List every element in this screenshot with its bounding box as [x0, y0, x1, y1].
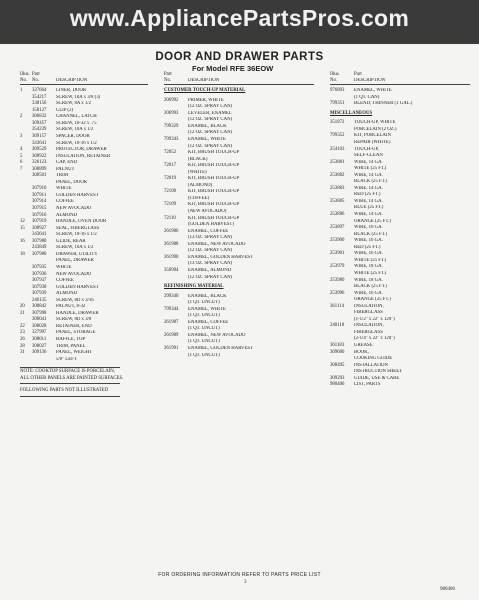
part-number: 307935 — [32, 264, 47, 270]
part-description: REPAIR (WHITE) — [354, 140, 391, 146]
part-number: 72019 — [164, 176, 176, 182]
part-number: 306832 — [32, 114, 47, 120]
part-number: 309529 — [32, 147, 47, 153]
part-description: TOUCH-UP, — [354, 146, 379, 152]
parts-column-3 — [330, 72, 470, 389]
part-number: 206993 — [164, 110, 179, 116]
part-number: 354217 — [32, 94, 47, 100]
part-description: DRAWER, UTILITY — [56, 251, 98, 257]
part-description: WIRE, 16 GA. — [354, 251, 383, 257]
part-description: BAFFLE, TOP — [56, 336, 86, 342]
part-number: 72109 — [164, 202, 176, 208]
part-description: ALMOND — [56, 291, 78, 297]
part-description: FIBERGLASS — [354, 310, 383, 316]
part-description: KIT, BRUSH TOUCH-UP — [188, 215, 240, 221]
part-description: LEVELER, ENAMEL — [188, 110, 232, 116]
part-number: 799351 — [330, 101, 345, 107]
illus-number: 7 — [20, 166, 23, 172]
part-description: 5/8" LEFT — [56, 356, 77, 362]
part-description: ENAMEL, GOLDEN HARVEST — [188, 345, 254, 351]
part-description: HANDLE, OVEN DOOR — [56, 219, 107, 225]
column-header: Illus. Part No. No. DESCRIPTION — [20, 72, 148, 85]
part-description: COFFEE — [56, 199, 74, 205]
watermark-banner — [0, 0, 479, 44]
part-description: (12 OZ. SPRAY CAN) — [188, 274, 233, 280]
illus-number — [20, 357, 32, 364]
part-number: 261986 — [164, 228, 179, 234]
part-description: BLACK (25 FT.) — [354, 284, 388, 290]
part-description: PANEL, DOOR — [56, 179, 88, 185]
part-description: CHANNEL, LATCH — [56, 114, 97, 120]
part-number: 326123 — [32, 160, 47, 166]
part-description: NEW AVOCADO — [56, 271, 92, 277]
part-description: (1 QT. UNCUT) — [188, 352, 220, 358]
part-row — [330, 101, 470, 108]
part-description: ENAMEL, ALMOND — [188, 267, 232, 273]
section-heading: MISCELLANEOUS — [330, 110, 373, 116]
illus-number: 18 — [20, 251, 25, 257]
part-description: ENAMEL, NEW AVOCADO — [188, 332, 246, 338]
part-description: BOOK, — [354, 349, 369, 355]
parts-column-2 — [164, 72, 314, 359]
part-description: SELF-CLEAN — [354, 153, 383, 159]
part-description: SCREW, 10-16 x 1/2 — [56, 140, 97, 146]
part-number: 307939 — [32, 291, 47, 297]
part-description: INSULATION, RETAINER — [56, 153, 111, 159]
part-number: 307998 — [32, 310, 47, 316]
part-number: 253885 — [330, 198, 345, 204]
section-heading: CUSTOMER TOUCH-UP MATERIAL — [164, 88, 246, 94]
part-number: 308927 — [32, 225, 47, 231]
part-description: GLIDE, REAR — [56, 238, 86, 244]
illus-number: 12 — [20, 219, 25, 225]
part-description: LIST, PARTS — [354, 382, 381, 388]
part-description: INSTALLATION — [354, 362, 388, 368]
part-number: 299340 — [164, 293, 179, 299]
part-number: 253881 — [330, 159, 345, 165]
illus-number: 1 — [20, 88, 23, 94]
illus-number: 22 — [20, 323, 25, 329]
part-description: WHITE — [56, 264, 72, 270]
part-description: PRIMER, WHITE — [188, 97, 224, 103]
column-header: Illus. Part No. DESCRIPTION — [330, 72, 470, 85]
part-description: (12 OZ. SPRAY CAN) — [188, 104, 233, 110]
part-description: ALMOND — [56, 212, 78, 218]
part-description: RED (25 FT.) — [354, 192, 381, 198]
part-number: 308495 — [330, 362, 345, 368]
part-description: PANEL, WEIGHT — [56, 350, 93, 356]
part-description: NEW AVOCADO — [56, 206, 92, 212]
part-number: 799352 — [330, 133, 345, 139]
watermark-text: www.AppliancePartsPros.com — [69, 5, 410, 31]
part-description: PANEL, STORAGE — [56, 330, 96, 336]
part-description: WIRE, 16 GA. — [354, 225, 383, 231]
part-description: COFFEE — [56, 278, 74, 284]
part-number: 307914 — [32, 199, 47, 205]
part-description: PALNUT, 8-32 — [56, 304, 86, 310]
part-number: 361183 — [330, 342, 345, 348]
part-row — [164, 353, 314, 360]
part-description: BLACK (25 FT.) — [354, 231, 388, 237]
part-description: INSULATION, — [354, 303, 384, 309]
part-number: 254103 — [330, 146, 345, 152]
part-number: 253901 — [330, 251, 345, 257]
part-description: ORANGE (25 FT.) — [354, 218, 391, 224]
illus-number: 16 — [20, 238, 25, 244]
part-number: 158127 — [32, 107, 47, 113]
part-number: 308842 — [32, 304, 47, 310]
part-number: 307980 — [32, 238, 47, 244]
part-description: (12 OZ. SPRAY CAN) — [188, 143, 233, 149]
part-number: 308041 — [32, 317, 47, 323]
part-description: (1-1/2" x 22" x 120") — [354, 316, 395, 322]
part-description: WIRE, 14 GA. — [354, 159, 383, 165]
part-description: (1 QT. UNCUT) — [188, 300, 220, 306]
part-number: 309600 — [330, 349, 345, 355]
part-description: (1 QT. UNCUT) — [188, 313, 220, 319]
part-number — [164, 275, 188, 282]
part-number: 976893 — [330, 88, 345, 94]
part-number — [164, 353, 188, 360]
part-number: 253980 — [330, 277, 345, 283]
part-number: 72017 — [164, 163, 176, 169]
part-number: 338156 — [32, 101, 47, 107]
part-number: 309457 — [32, 120, 47, 126]
part-number: 253896 — [330, 212, 345, 218]
part-number: 307980 — [32, 251, 47, 257]
part-number: 243849 — [32, 245, 47, 251]
part-description: (1 QT. UNCUT) — [188, 339, 220, 345]
part-description: WIRE, 14 GA. — [354, 185, 383, 191]
part-number — [32, 357, 56, 364]
column-header: Part No. DESCRIPTION — [164, 72, 314, 85]
part-number: 327664 — [32, 88, 47, 94]
part-number: 351872 — [330, 120, 345, 126]
part-description: SCREW, 10-16 x 1/2 — [56, 232, 97, 238]
part-description: TRIM, PANEL — [56, 343, 86, 349]
illus-number: 6 — [20, 160, 23, 166]
part-description: WHITE (25 FT.) — [354, 257, 387, 263]
part-description: WIRE, 16 GA. — [354, 238, 383, 244]
part-number: 261991 — [164, 345, 179, 351]
page-subtitle: For Model RFE 36EOW — [192, 64, 274, 73]
note-line-2: ALL OTHER PANELS ARE PAINTED SURFACES. — [20, 375, 124, 381]
part-description: (12 OZ. SPRAY CAN) — [188, 130, 233, 136]
part-number: 307936 — [32, 271, 47, 277]
part-description: KIT, BRUSH TOUCH-UP — [188, 176, 240, 182]
divider — [20, 383, 120, 384]
part-description: WHITE — [56, 186, 72, 192]
part-description: SCREW, 10-32 x .75 — [56, 120, 97, 126]
part-description: WIRE, 14 GA. — [354, 212, 383, 218]
part-description: ENAMEL, NEW AVOCADO — [188, 241, 246, 247]
part-description: SCREW, 10A x 1/2 — [56, 127, 94, 133]
part-number: 307910 — [32, 186, 47, 192]
part-description: (2-1/4" x 22" x 120") — [354, 336, 395, 342]
part-number: 343641 — [32, 232, 47, 238]
not-illustrated-note: FOLLOWING PARTS NOT ILLUSTRATED — [20, 388, 109, 394]
part-description: GREASE — [354, 342, 373, 348]
illus-number: 3 — [20, 134, 23, 140]
parts-column-1 — [20, 72, 148, 398]
part-row — [330, 382, 470, 389]
part-number: 261987 — [164, 319, 179, 325]
part-number: 206992 — [164, 97, 179, 103]
part-description: BLEND, THINNER (1 GAL.) — [354, 101, 413, 107]
part-number: 253897 — [330, 225, 345, 231]
part-number: 307937 — [32, 278, 47, 284]
part-description: WHITE (25 FT.) — [354, 166, 387, 172]
part-description: WHITE (25 FT.) — [354, 270, 387, 276]
part-number: 980406 — [330, 382, 345, 388]
part-number: 253900 — [330, 238, 345, 244]
part-description: GOLDEN HARVEST — [56, 192, 99, 198]
part-number: 327997 — [32, 330, 47, 336]
part-description: INSULATION, — [354, 323, 384, 329]
note-line-1: NOTE: COOKTOP SURFACE IS PORCELAIN, — [20, 369, 115, 375]
part-number: 307915 — [32, 206, 47, 212]
part-number: 799329 — [164, 123, 179, 129]
part-description: ENAMEL, WHITE — [354, 88, 392, 94]
part-description: TRIM — [56, 173, 68, 179]
part-description: ENAMEL, COFFEE — [188, 319, 229, 325]
part-description: ENAMEL, GOLDEN HARVEST — [188, 254, 254, 260]
part-description: (WHITE) — [188, 169, 207, 175]
part-description: GUIDE, USE & CARE — [354, 375, 400, 381]
part-row — [20, 357, 148, 364]
part-description: PANEL, DRAWER — [56, 258, 94, 264]
part-number: 253882 — [330, 172, 345, 178]
part-description: RED (25 FT.) — [354, 244, 381, 250]
part-number: 253996 — [330, 290, 345, 296]
part-description: (13 OZ. SPRAY CAN) — [188, 235, 233, 241]
part-number: 261988 — [164, 241, 179, 247]
page-title: DOOR AND DRAWER PARTS — [155, 51, 324, 63]
part-description: ENAMEL, COFFEE — [188, 228, 229, 234]
part-number: 308922 — [32, 153, 47, 159]
part-description: SCREW, 10A x 1/2 — [56, 245, 94, 251]
part-number: 308027 — [32, 343, 47, 349]
part-description: CAP, END — [56, 160, 78, 166]
part-number: 354239 — [32, 127, 47, 133]
part-description: LINER, DOOR — [56, 88, 87, 94]
part-number: 72110 — [164, 215, 176, 221]
part-description: (ALMOND) — [188, 182, 213, 188]
part-number: 261989 — [164, 332, 179, 338]
part-description: PROTECTOR, DRAWER — [56, 147, 107, 153]
part-description: SCREW, 8A x 1/2 — [56, 101, 92, 107]
part-number: 309293 — [330, 375, 345, 381]
part-number: 799343 — [164, 137, 179, 143]
illus-number: 2 — [20, 114, 23, 120]
part-description: GOLDEN HARVEST — [56, 284, 99, 290]
part-number: 253979 — [330, 264, 345, 270]
illus-number: 26 — [20, 336, 25, 342]
part-number: 308899 — [32, 166, 47, 172]
part-description: PALNUT — [56, 166, 75, 172]
part-description: ENAMEL, BLACK — [188, 123, 227, 129]
part-description: SEAL, FIBERGLASS — [56, 225, 100, 231]
part-description: SCREW, 10A x 3/8 (3) — [56, 94, 101, 100]
part-number: 246135 — [32, 297, 47, 303]
part-description: WIRE, 18 GA. — [354, 277, 383, 283]
part-description: PORCELAIN (2 OZ.) — [354, 126, 397, 132]
part-description: BLACK (25 FT.) — [354, 179, 388, 185]
part-number: 308028 — [32, 323, 47, 329]
divider — [20, 396, 120, 397]
part-number: 308011 — [32, 336, 47, 342]
part-description: KIT, BRUSH TOUCH-UP — [188, 202, 240, 208]
document-number: 980406 — [440, 587, 455, 592]
part-description: (12 OZ. SPRAY CAN) — [188, 117, 233, 123]
part-number: 307911 — [32, 192, 47, 198]
part-description: KIT, PORCELAIN — [354, 133, 391, 139]
part-description: ORANGE (25 FT.) — [354, 297, 391, 303]
illus-number: 15 — [20, 225, 25, 231]
part-number: 307919 — [32, 219, 47, 225]
part-number: 308501 — [32, 173, 47, 179]
part-number: 343641 — [32, 140, 47, 146]
part-number: 253883 — [330, 185, 345, 191]
illus-number: 23 — [20, 330, 25, 336]
part-description: ENAMEL, BLACK — [188, 293, 227, 299]
footer-note: FOR ORDERING INFORMATION REFER TO PARTS PRICE LIST — [158, 572, 321, 578]
part-description: HANDLE, DRAWER — [56, 310, 99, 316]
part-description: KIT, BRUSH TOUCH-UP — [188, 163, 240, 169]
part-number: 309136 — [32, 350, 47, 356]
section-heading: REFINISHING MATERIAL — [164, 284, 224, 290]
page-number: 3 — [244, 580, 247, 585]
part-description: WIRE, 14 GA. — [354, 198, 383, 204]
part-description: (1 QT. CAN) — [354, 94, 380, 100]
part-description: COOKING GUIDE — [354, 356, 393, 362]
part-description: (1 QT. UNCUT) — [188, 326, 220, 332]
part-description: (GOLDEN HARVEST) — [188, 222, 234, 228]
part-number: 307916 — [32, 212, 47, 218]
divider — [20, 367, 120, 368]
part-description: KIT, BRUSH TOUCH-UP — [188, 150, 240, 156]
part-number: 240118 — [330, 323, 345, 329]
illus-number: 20 — [20, 304, 25, 310]
part-description: ENAMEL, WHITE — [188, 306, 226, 312]
part-description: WIRE, 18 GA. — [354, 264, 383, 270]
part-description: SCREW, 8D x 3/16 — [56, 297, 94, 303]
part-description: INSTRUCTION SHEET — [354, 369, 403, 375]
part-description: WIRE, 16 GA. — [354, 290, 383, 296]
part-description: ENAMEL, WHITE — [188, 137, 226, 143]
part-description: (13 OZ. SPRAY CAN) — [188, 261, 233, 267]
part-description: (COFFEE) — [188, 195, 210, 201]
part-description: RETAINER, END — [56, 323, 92, 329]
part-description: SCREW, 8D x 3/8 — [56, 317, 92, 323]
part-row — [164, 275, 314, 282]
part-description: WIRE, 14 GA. — [354, 172, 383, 178]
part-number: 361114 — [330, 303, 345, 309]
part-description: CLIP (2) — [56, 107, 74, 113]
illus-number: 5 — [20, 153, 23, 159]
part-description: TOUCH-UP, WHITE — [354, 120, 396, 126]
part-description: BLUE (25 FT.) — [354, 205, 384, 211]
part-number: 261990 — [164, 254, 179, 260]
part-number: 799344 — [164, 306, 179, 312]
part-description: SPACER, DOOR — [56, 134, 90, 140]
part-number: 350994 — [164, 267, 179, 273]
illus-number: 31 — [20, 350, 25, 356]
part-description: (BLACK) — [188, 156, 208, 162]
part-number: 72108 — [164, 189, 176, 195]
part-number: 72052 — [164, 150, 176, 156]
illus-number: 21 — [20, 310, 25, 316]
illus-number: 28 — [20, 343, 25, 349]
part-description: (12 OZ. SPRAY CAN) — [188, 248, 233, 254]
part-description: (NEW AVOCADO) — [188, 209, 227, 215]
illus-number: 4 — [20, 147, 23, 153]
part-description: FIBERGLASS — [354, 329, 383, 335]
part-number: 307938 — [32, 284, 47, 290]
part-description: KIT, BRUSH TOUCH-UP — [188, 189, 240, 195]
part-number: 309157 — [32, 134, 47, 140]
